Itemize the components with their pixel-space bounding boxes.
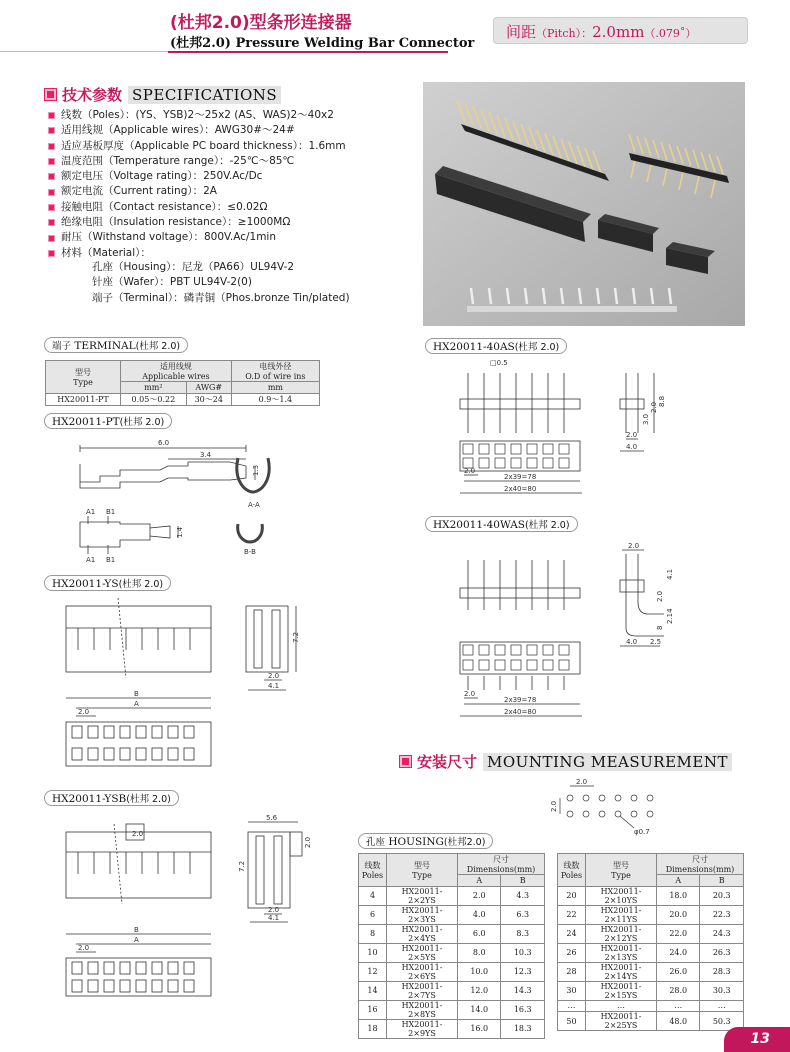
specs-heading <box>45 84 281 105</box>
ysb-label: HX20011-YSB(杜邦 2.0) <box>44 790 179 806</box>
svg-text:3.4: 3.4 <box>200 451 212 459</box>
table-cell: 48.0 <box>657 1012 700 1031</box>
svg-text:2.0: 2.0 <box>656 590 664 602</box>
bullet-icon <box>48 204 55 211</box>
table-cell: 28 <box>558 962 586 981</box>
table-cell: 14.0 <box>458 1000 501 1019</box>
table-cell: 24.3 <box>700 924 744 943</box>
header-underline <box>168 51 448 53</box>
ys-label: HX20011-YS(杜邦 2.0) <box>44 575 171 591</box>
table-cell: HX20011-2×5YS <box>387 943 458 962</box>
table-cell: 6 <box>359 905 387 924</box>
table-row <box>359 924 545 943</box>
table-row <box>558 924 744 943</box>
spec-item: 温度范围（Temperature range）：-25℃～85℃ <box>48 154 346 169</box>
svg-text:1.4: 1.4 <box>176 526 184 538</box>
svg-text:2.0: 2.0 <box>650 401 658 413</box>
housing-label: 孔座 HOUSING(杜邦2.0) <box>358 833 493 849</box>
svg-text:4.0: 4.0 <box>626 443 638 451</box>
material-wafer: 针座（Wafer）：PBT UL94V-2(0) <box>92 276 252 289</box>
table-cell: 20.3 <box>700 886 744 905</box>
table-cell: 28.3 <box>700 962 744 981</box>
bullet-icon <box>48 173 55 180</box>
spec-item: 绝缘电阻（Insulation resistance）：≥1000MΩ <box>48 215 346 230</box>
table-cell: 6.3 <box>501 905 545 924</box>
pitch-label-en: （Pitch）： <box>536 27 593 40</box>
table-cell: 12.0 <box>458 981 501 1000</box>
table-cell: HX20011-2×8YS <box>387 1000 458 1019</box>
mounting-heading-en: MOUNTING MEASUREMENT <box>483 753 732 771</box>
table-cell: HX20011-2×15YS <box>586 981 657 1000</box>
svg-text:1.3: 1.3 <box>252 464 260 476</box>
table-cell: 10 <box>359 943 387 962</box>
table-cell: HX20011-2×3YS <box>387 905 458 924</box>
terminal-header-mm2: mm² <box>121 382 187 394</box>
terminal-label: 端子 TERMINAL(杜邦 2.0) <box>44 337 188 353</box>
bullet-icon <box>48 235 55 242</box>
table-cell: HX20011-2×10YS <box>586 886 657 905</box>
terminal-header-wires: 适用线规 Applicable wires <box>121 361 232 382</box>
spec-item: 适用线规（Applicable wires）：AWG30#～24# <box>48 123 346 138</box>
svg-text:2.0: 2.0 <box>464 467 476 475</box>
svg-text:2.0: 2.0 <box>464 690 476 698</box>
table-cell: 50.3 <box>700 1012 744 1031</box>
svg-text:4.1: 4.1 <box>268 914 280 922</box>
svg-text:2x39=78: 2x39=78 <box>504 696 537 704</box>
terminal-table <box>45 360 320 406</box>
terminal-header-type: 型号 Type <box>46 361 121 394</box>
table-cell: … <box>700 1000 744 1012</box>
mounting-drawing <box>548 776 678 836</box>
svg-text:2.0: 2.0 <box>628 542 640 550</box>
svg-text:8.8: 8.8 <box>658 395 666 407</box>
ysb-drawing <box>58 812 328 997</box>
table-cell: HX20011-2×13YS <box>586 943 657 962</box>
table-row <box>558 981 744 1000</box>
table-cell: 28.0 <box>657 981 700 1000</box>
table-cell: 12 <box>359 962 387 981</box>
table-cell: 14.3 <box>501 981 545 1000</box>
table-cell: 10.0 <box>458 962 501 981</box>
svg-text:4.0: 4.0 <box>626 638 638 646</box>
table-cell: 6.0 <box>458 924 501 943</box>
was-drawing <box>450 540 680 720</box>
section-square-icon <box>400 756 411 767</box>
spec-item: 材料（Material）： <box>48 246 346 261</box>
svg-text:A: A <box>134 700 139 708</box>
table-cell: HX20011-2×25YS <box>586 1012 657 1031</box>
table-cell: 4.0 <box>458 905 501 924</box>
spec-item: 接触电阻（Contact resistance）：≤0.02Ω <box>48 200 346 215</box>
svg-text:2.0: 2.0 <box>268 672 280 680</box>
svg-text:2.0: 2.0 <box>550 800 558 812</box>
svg-text:A1: A1 <box>86 556 96 564</box>
svg-text:2x40=80: 2x40=80 <box>504 708 537 716</box>
svg-text:B-B: B-B <box>244 548 256 556</box>
table-cell: 8.3 <box>501 924 545 943</box>
bullet-icon <box>48 189 55 196</box>
table-cell: … <box>558 1000 586 1012</box>
bullet-icon <box>48 158 55 165</box>
table-cell: 26.0 <box>657 962 700 981</box>
product-photo <box>423 82 745 326</box>
bullet-icon <box>48 112 55 119</box>
svg-text:A-A: A-A <box>248 501 260 509</box>
table-row <box>359 886 545 905</box>
table-row <box>558 962 744 981</box>
svg-text:2x39=78: 2x39=78 <box>504 473 537 481</box>
spec-list <box>48 108 346 261</box>
table-cell: HX20011-2×14YS <box>586 962 657 981</box>
table-row <box>359 1019 545 1038</box>
table-cell: 14 <box>359 981 387 1000</box>
svg-text:5.6: 5.6 <box>266 814 278 822</box>
table-cell: 30.3 <box>700 981 744 1000</box>
svg-text:B: B <box>134 926 139 934</box>
table-row <box>558 1000 744 1012</box>
table-cell: HX20011-2×9YS <box>387 1019 458 1038</box>
table-cell: 16 <box>359 1000 387 1019</box>
svg-text:2.0: 2.0 <box>78 708 90 716</box>
table-cell: 18.3 <box>501 1019 545 1038</box>
table-row <box>359 943 545 962</box>
svg-text:2.5: 2.5 <box>650 638 662 646</box>
table-cell: 18 <box>359 1019 387 1038</box>
table-row <box>359 981 545 1000</box>
table-row <box>359 1000 545 1019</box>
table-cell: 22.0 <box>657 924 700 943</box>
svg-text:2x40=80: 2x40=80 <box>504 485 537 493</box>
table-row <box>558 905 744 924</box>
table-cell: 24.0 <box>657 943 700 962</box>
svg-text:2.0: 2.0 <box>626 431 638 439</box>
table-cell: 8.0 <box>458 943 501 962</box>
table-cell: 26 <box>558 943 586 962</box>
table-cell: 30 <box>558 981 586 1000</box>
material-list <box>92 260 350 306</box>
table-cell: HX20011-2×12YS <box>586 924 657 943</box>
spec-item: 适应基板厚度（Applicable PC board thickness）：1.6mm <box>48 139 346 154</box>
table-row <box>359 905 545 924</box>
header-divider <box>0 51 168 52</box>
svg-text:2.0: 2.0 <box>132 830 144 838</box>
svg-text:6.0: 6.0 <box>158 439 170 447</box>
svg-text:2.14: 2.14 <box>666 608 674 624</box>
table-cell: 20 <box>558 886 586 905</box>
bullet-icon <box>48 127 55 134</box>
bullet-icon <box>48 143 55 150</box>
svg-text:3.0: 3.0 <box>642 413 650 425</box>
table-cell: 4 <box>359 886 387 905</box>
svg-text:2.0: 2.0 <box>268 906 280 914</box>
table-cell: 16.3 <box>501 1000 545 1019</box>
housing-table-right: 线数 Poles 型号 Type 尺寸Dimensions(mm) A B 20 HX20011-2×10YS 18.0 20.3 22 HX20011-2×11YS 20.0 22.3 24 HX20011-2×12YS 22.0 24.3 26 HX20011-2×13YS 24.0 26.3 28 HX20011-2×14YS 26.0 28.3 30 HX20011-2×15YS 28.0 30.3 … … … … 50 HX20011-2×25YS 48.0 50.3 <box>557 853 744 1031</box>
spec-item: 额定电流（Current rating）：2A <box>48 184 346 199</box>
svg-text:□0.5: □0.5 <box>490 359 508 367</box>
page-number: 13 <box>724 1027 790 1052</box>
svg-text:7.2: 7.2 <box>292 631 300 643</box>
table-cell: HX20011-2×6YS <box>387 962 458 981</box>
svg-text:A: A <box>134 936 139 944</box>
table-cell: 16.0 <box>458 1019 501 1038</box>
ys-drawing <box>58 598 318 768</box>
material-terminal: 端子（Terminal）：磷青铜（Phos.bronze Tin/plated) <box>92 291 350 304</box>
table-cell: HX20011-2×7YS <box>387 981 458 1000</box>
table-row <box>558 943 744 962</box>
table-cell: 22 <box>558 905 586 924</box>
as-label: HX20011-40AS(杜邦 2.0) <box>425 338 567 354</box>
spec-item: 耐压（Withstand voltage）：800V.Ac/1min <box>48 230 346 245</box>
svg-text:8: 8 <box>656 625 664 630</box>
table-cell: 2.0 <box>458 886 501 905</box>
terminal-header-awg: AWG# <box>186 382 231 394</box>
svg-text:B: B <box>134 690 139 698</box>
table-cell: 8 <box>359 924 387 943</box>
table-cell: 10.3 <box>501 943 545 962</box>
table-cell: … <box>586 1000 657 1012</box>
as-drawing <box>450 355 680 505</box>
svg-text:2.0: 2.0 <box>78 944 90 952</box>
table-cell: 26.3 <box>700 943 744 962</box>
svg-text:2.0: 2.0 <box>576 778 588 786</box>
bullet-icon <box>48 250 55 257</box>
page-title-en: (杜邦2.0) Pressure Welding Bar Connector <box>170 36 475 51</box>
pitch-label-cn: 间距 <box>506 23 537 41</box>
specs-heading-en: SPECIFICATIONS <box>128 86 281 104</box>
spec-item: 额定电压（Voltage rating）：250V.Ac/Dc <box>48 169 346 184</box>
terminal-header-mm: mm <box>231 382 319 394</box>
bullet-icon <box>48 219 55 226</box>
product-photo-illustration <box>423 82 745 326</box>
svg-text:φ0.7: φ0.7 <box>634 828 650 836</box>
spec-item: 线数（Poles）：(YS、YSB)2～25x2 (AS、WAS)2～40x2 <box>48 108 346 123</box>
svg-text:B1: B1 <box>106 556 116 564</box>
table-cell: 20.0 <box>657 905 700 924</box>
svg-text:B1: B1 <box>106 508 116 516</box>
page-title-cn: (杜邦2.0)型条形连接器 <box>170 13 352 33</box>
table-cell: 50 <box>558 1012 586 1031</box>
table-row <box>558 1012 744 1031</box>
svg-text:A1: A1 <box>86 508 96 516</box>
section-square-icon <box>45 89 56 100</box>
pitch-box <box>493 17 748 44</box>
svg-text:4.1: 4.1 <box>268 682 280 690</box>
housing-table-left: 线数 Poles 型号 Type 尺寸Dimensions(mm) A B 4 HX20011-2×2YS 2.0 4.3 6 HX20011-2×3YS 4.0 6.3 8 HX20011-2×4YS 6.0 8.3 10 HX20011-2×5YS 8.0 10.3 12 HX20011-2×6YS 10.0 12.3 14 HX20011-2×7YS 12.0 14.3 16 HX20011-2×8YS 14.0 16.3 18 HX20011-2×9YS 16.0 18.3 <box>358 853 545 1039</box>
pitch-value: 2.0mm <box>592 23 645 41</box>
table-cell: 22.3 <box>700 905 744 924</box>
table-row: HX20011-PT 0.05～0.22 30～24 0.9～1.4 <box>46 393 320 405</box>
table-row <box>558 886 744 905</box>
table-row <box>359 962 545 981</box>
table-cell: HX20011-2×11YS <box>586 905 657 924</box>
svg-text:2.0: 2.0 <box>304 836 312 848</box>
table-cell: 12.3 <box>501 962 545 981</box>
pt-label: HX20011-PT(杜邦 2.0) <box>44 413 172 429</box>
mounting-heading-cn: 安装尺寸 <box>417 753 478 771</box>
svg-text:7.2: 7.2 <box>238 860 246 872</box>
table-cell: … <box>657 1000 700 1012</box>
pt-drawing <box>60 432 300 567</box>
mounting-heading <box>400 751 732 772</box>
table-cell: HX20011-2×4YS <box>387 924 458 943</box>
table-cell: 24 <box>558 924 586 943</box>
was-label: HX20011-40WAS(杜邦 2.0) <box>425 516 578 532</box>
table-cell: 18.0 <box>657 886 700 905</box>
table-cell: 4.3 <box>501 886 545 905</box>
svg-text:4.1: 4.1 <box>666 568 674 580</box>
material-housing: 孔座（Housing）：尼龙（PA66）UL94V-2 <box>92 261 295 273</box>
pitch-inch: （.079˚） <box>644 27 697 40</box>
table-cell: HX20011-2×2YS <box>387 886 458 905</box>
specs-heading-cn: 技术参数 <box>62 86 123 104</box>
terminal-header-od: 电线外径 O.D of wire ins <box>231 361 319 382</box>
